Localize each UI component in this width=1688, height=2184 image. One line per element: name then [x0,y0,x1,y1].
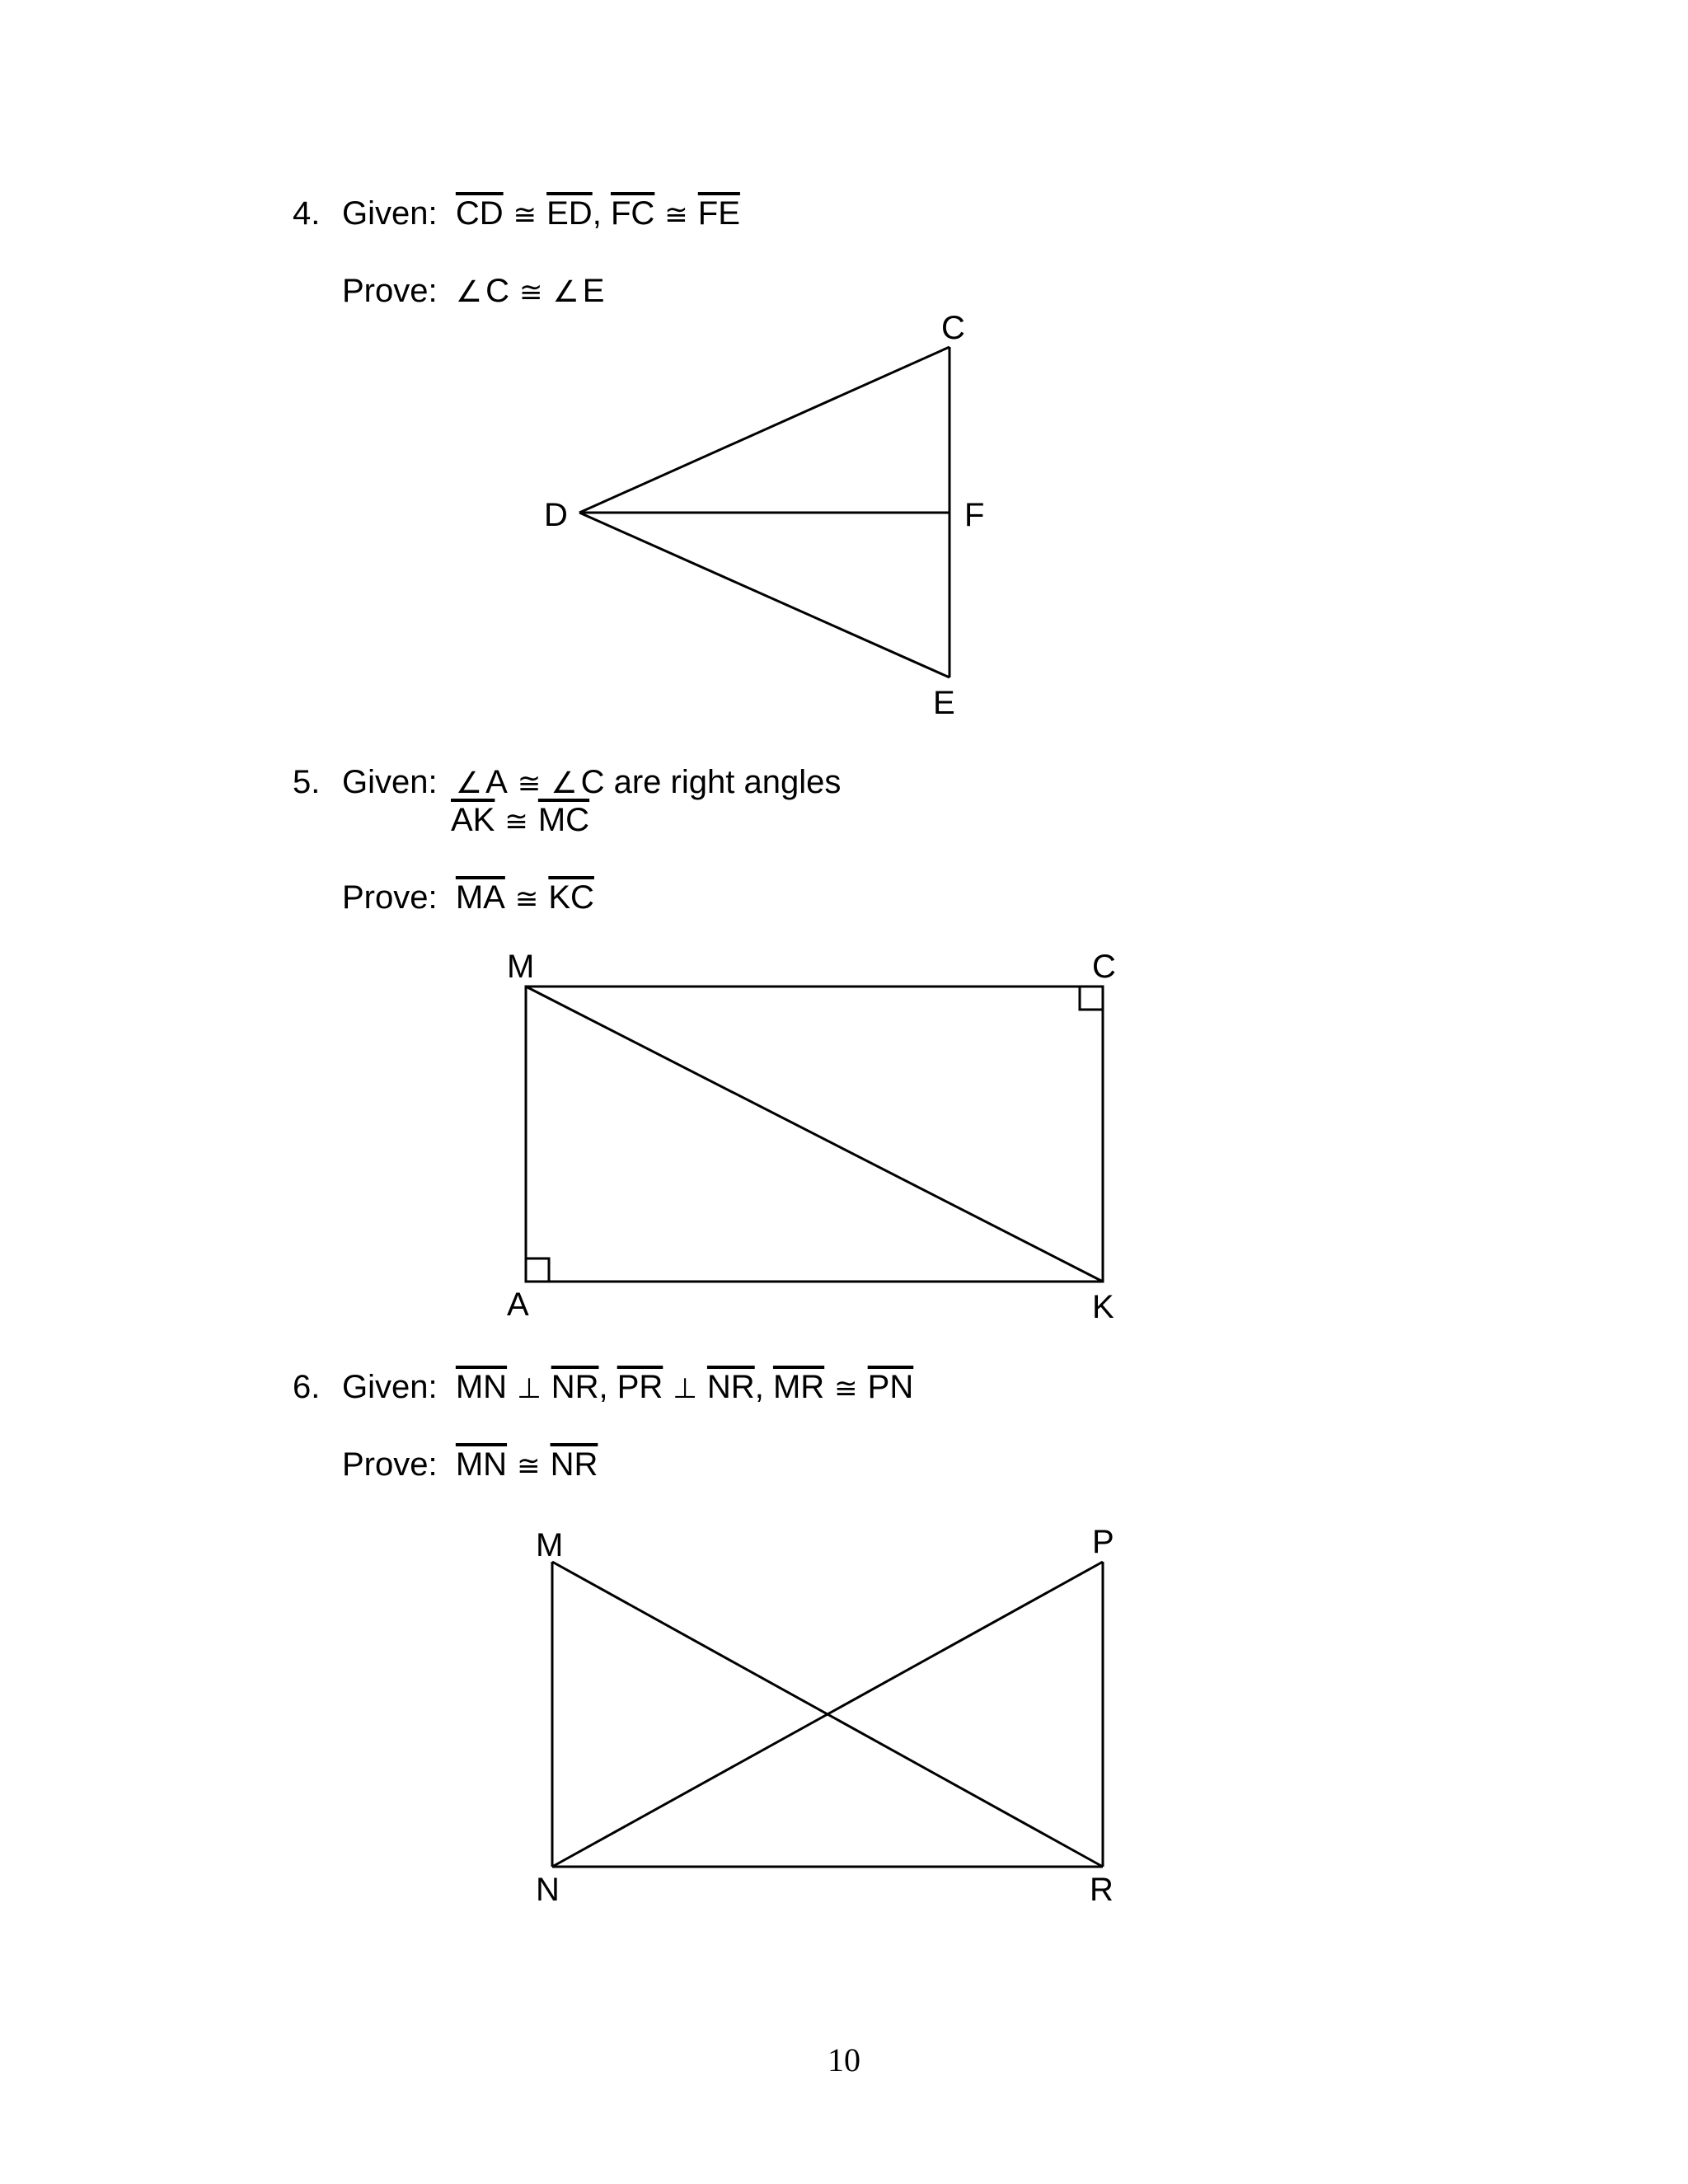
angle-icon: ∠ [455,275,483,309]
prove-label: Prove: [342,879,438,916]
vertex: E [582,273,605,309]
label-c: C [1092,949,1116,985]
problem-number: 5. [293,764,321,800]
segment: $\overline{FE}$ [697,195,740,232]
separator: , [592,195,602,232]
segment: $\overline{MA}$ [455,879,505,916]
given-text: are right angles [613,764,842,800]
perpendicular-symbol: ⊥ [673,1372,697,1405]
separator: , [598,1369,608,1405]
prove-label: Prove: [342,1446,438,1483]
label-d: D [544,497,568,533]
label-f: F [964,497,985,533]
vertex: C [485,273,510,309]
angle-icon: ∠ [551,766,578,800]
label-e: E [933,685,955,721]
segment: $\overline{NR}$ [706,1369,755,1405]
given-label: Given: [342,195,438,232]
segment: $\overline{KC}$ [548,879,594,916]
prove-label: Prove: [342,273,438,309]
segment: $\overline{PN}$ [867,1369,914,1405]
segment: $\overline{MN}$ [455,1446,508,1483]
congruent-symbol: ≅ [834,1372,858,1405]
segment: $\overline{ED}$ [546,195,593,232]
perpendicular-symbol: ⊥ [517,1372,542,1405]
segment: $\overline{NR}$ [551,1369,599,1405]
label-a: A [507,1286,529,1323]
segment: $\overline{MN}$ [455,1369,508,1405]
separator: , [754,1369,764,1405]
segment: $\overline{MR}$ [772,1369,825,1405]
angle-icon: ∠ [455,766,483,800]
vertex: C [580,764,605,800]
label-c: C [941,310,965,346]
congruent-symbol: ≅ [517,767,542,800]
page-number: 10 [828,2041,860,2079]
congruent-symbol: ≅ [514,883,539,916]
segment: $\overline{NR}$ [550,1446,598,1483]
congruent-symbol: ≅ [664,199,688,232]
congruent-symbol: ≅ [504,805,528,838]
given-label: Given: [342,1369,438,1405]
congruent-symbol: ≅ [519,276,543,309]
label-m: M [507,949,535,985]
label-p: P [1092,1524,1114,1560]
segment: $\overline{FC}$ [610,195,655,232]
segment: $\overline{PR}$ [617,1369,663,1405]
vertex: A [485,764,508,800]
angle-icon: ∠ [552,275,579,309]
label-k: K [1092,1289,1114,1325]
label-r: R [1090,1872,1114,1908]
problem-number: 4. [293,195,321,232]
congruent-symbol: ≅ [517,1450,541,1483]
segment: $\overline{CD}$ [455,195,504,232]
segment: $\overline{AK}$ [451,802,495,838]
problem-number: 6. [293,1369,321,1405]
label-m: M [536,1527,564,1563]
given-label: Given: [342,764,438,800]
segment: $\overline{MC}$ [537,802,590,838]
label-n: N [536,1872,560,1908]
congruent-symbol: ≅ [513,199,537,232]
